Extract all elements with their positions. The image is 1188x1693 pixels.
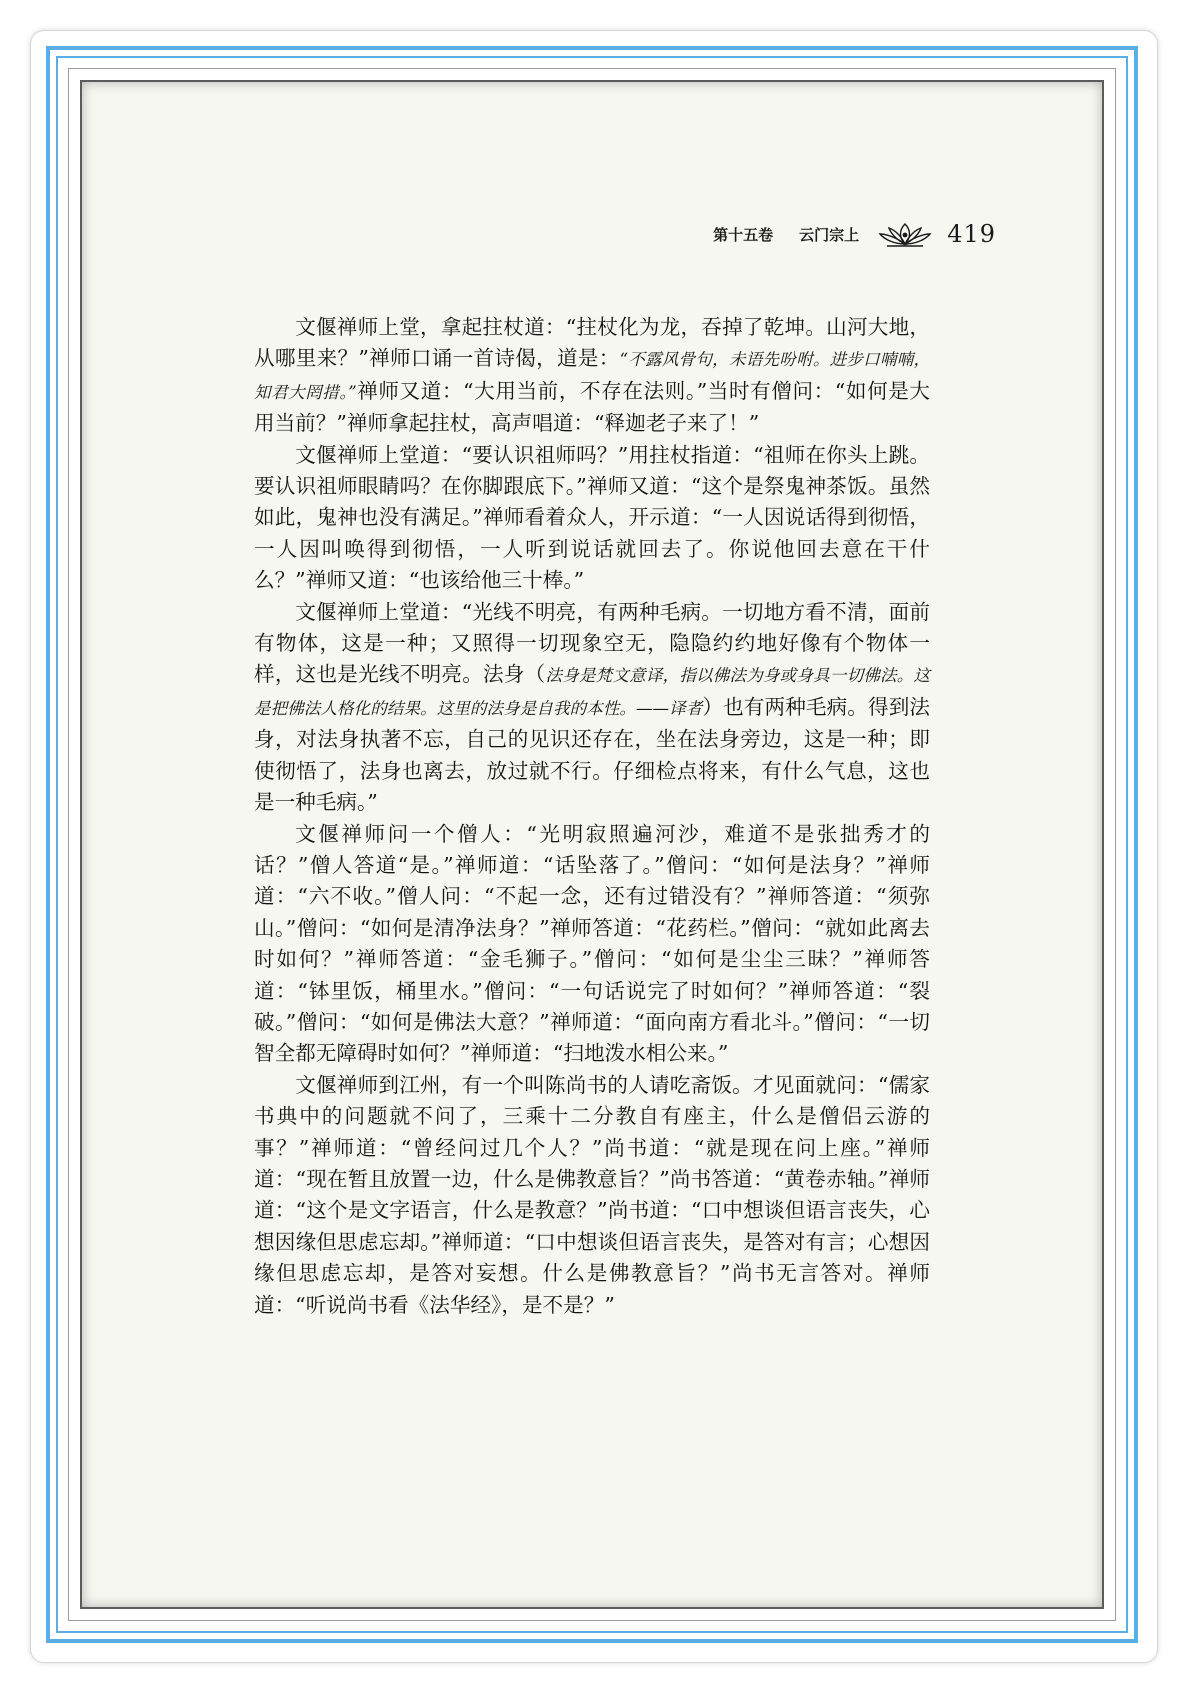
paragraph	[254, 1070, 930, 1321]
annotation-text: “不露风骨句，未语先吩咐。进步口喃喃，知君大罔措。”	[254, 350, 930, 402]
paragraph	[254, 312, 930, 440]
paragraph-text: 文偃禅师到江州，有一个叫陈尚书的人请吃斋饭。才见面就问：“儒家书典中的问题就不问了，三乘十二分教自有座主，什么是僧侣云游的事？”禅师道：“曾经问过几个人？”尚书道：“就是现在问上座。”禅师道：“现在暂且放置一边，什么是佛教意旨？”尚书答道：“黄卷赤轴。”禅师道：“这个是文字语言，什么是教意？”尚书道：“口中想谈但语言丧失，心想因缘但思虑忘却。”禅师道：“口中想谈但语言丧失，是答对有言；心想因缘但思虑忘却，是答对妄想。什么是佛教意旨？”尚书无言答对。禅师道：“听说尚书看《法华经》，是不是？”	[254, 1072, 930, 1317]
paragraph-text: ）也有两种毛病。得到法身，对法身执著不忘，自己的见识还存在，坐在法身旁边，这是一种；即使彻悟了，法身也离去，放过就不行。仔细检点将来，有什么气息，这也是一种毛病。”	[254, 694, 931, 815]
volume-label: 第十五卷	[713, 225, 774, 244]
paragraph-text: 文偃禅师上堂道：“要认识祖师吗？”用拄杖指道：“祖师在你头上跳。要认识祖师眼睛吗？在你脚跟底下。”禅师又道：“这个是祭鬼神茶饭。虽然如此，鬼神也没有满足。”禅师看着众人，开示道：“一人因说话得到彻悟，一人因叫唤得到彻悟，一人听到说话就回去了。你说他回去意在干什么？”禅师又道：“也该给他三十棒。”	[254, 442, 930, 593]
running-head	[713, 220, 996, 248]
page-number: 419	[947, 220, 996, 248]
paragraph-text: 禅师又道：“大用当前，不存在法则。”当时有僧问：“如何是大用当前？”禅师拿起拄杖，高声唱道：“释迦老子来了！”	[254, 378, 930, 436]
paragraph	[254, 819, 930, 1070]
paragraph-text: 文偃禅师问一个僧人：“光明寂照遍河沙，难道不是张拙秀才的话？”僧人答道“是。”禅师道：“话坠落了。”僧问：“如何是法身？”禅师道：“六不收。”僧人问：“不起一念，还有过错没有？”禅师答道：“须弥山。”僧问：“如何是清净法身？”禅师答道：“花药栏。”僧问：“就如此离去时如何？”禅师答道：“金毛狮子。”僧问：“如何是尘尘三昧？”禅师答道：“钵里饭，桶里水。”僧问：“一句话说完了时如何？”禅师答道：“裂破。”僧问：“如何是佛法大意？”禅师道：“面向南方看北斗。”僧问：“一切智全都无障碍时如何？”禅师道：“扫地泼水相公来。”	[254, 821, 930, 1066]
paragraph	[254, 597, 930, 819]
lotus-icon	[877, 220, 933, 248]
paragraph-text: 文偃禅师上堂道：“光线不明亮，有两种毛病。一切地方看不清，面前有物体，这是一种；又照得一切现象空无，隐隐约约地好像有个物体一样，这也是光线不明亮。法身（	[254, 599, 930, 687]
paragraph-text: 文偃禅师上堂，拿起拄杖道：“拄杖化为龙，吞掉了乾坤。山河大地，从哪里来？”禅师口诵一首诗偈，道是：	[254, 315, 930, 371]
chapter-label: 云门宗上	[799, 225, 860, 244]
annotation-text: 法身是梵文意译，指以佛法为身或身具一切佛法。这是把佛法人格化的结果。这里的法身是自我的本性。——译者	[254, 666, 931, 718]
body-text	[254, 312, 930, 1321]
book-page	[80, 80, 1104, 1609]
paragraph	[254, 440, 930, 597]
